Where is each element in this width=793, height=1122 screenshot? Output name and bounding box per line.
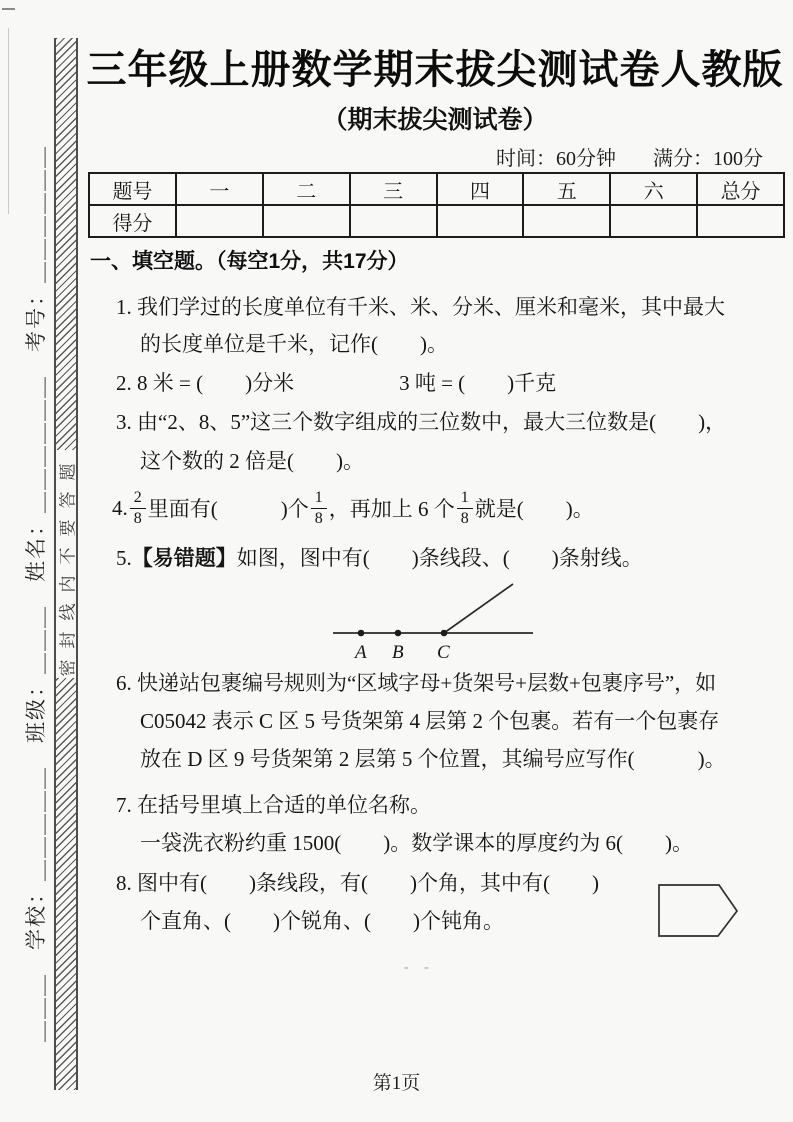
score-table [88,172,785,238]
question-1-line-2: 的长度单位是千米，记作( )。 [140,332,448,356]
question-8-line-1: 8. 图中有( )条线段，有( )个角，其中有( ) [116,871,599,895]
score-cell [610,205,697,237]
fraction-1-8: $\frac{1}{8}$ [457,490,473,527]
score-table-corner: 题号 [89,173,176,205]
score-cell [697,205,784,237]
exam-subtitle: （期末拔尖测试卷） [322,106,548,134]
question-4-text-3: 就是( )。 [474,497,594,521]
question-4-line-1 [112,482,594,534]
question-4-number: 4. [112,495,128,520]
time-limit-label: 时间：60分钟 [496,148,616,170]
question-7-line-1: 7. 在括号里填上合适的单位名称。 [116,793,431,817]
score-table-col: 四 [437,173,524,205]
seal-line-text: 密封线内不要答题 [58,452,78,676]
question-7-line-2: 一袋洗衣粉约重 1500( )。数学课本的厚度约为 6( )。 [140,831,693,855]
question-6-line-1: 6. 快递站包裹编号规则为“区域字母+货架号+层数+包裹序号”，如 [116,671,717,695]
point-b-label: B [392,642,404,663]
score-table-col: 二 [263,173,350,205]
question-3-line-2: 这个数的 2 倍是( )。 [140,449,364,473]
score-table-col: 总分 [697,173,784,205]
question-3-line-1: 3. 由“2、8、5”这三个数字组成的三位数中，最大三位数是( )， [116,410,727,434]
error-prone-badge: 【易错题】 [131,547,237,570]
score-cell [263,205,350,237]
score-table-col: 六 [610,173,697,205]
student-info-fields: ＿＿＿ 学校：＿＿＿＿＿ 班级：＿＿＿ 姓名：＿＿＿＿＿＿ 考号：＿＿＿＿＿＿ [24,145,48,1042]
question-6-line-2: C05042 表示 C 区 5 号货架第 4 层第 2 个包裹。若有一个包裹存 [140,709,720,733]
point-b-dot [395,630,402,637]
question-6-line-3: 放在 D 区 9 号货架第 2 层第 5 个位置，其编号应写作( )。 [140,747,726,771]
fraction-2-8: $\frac{2}{8}$ [130,490,146,527]
point-c-label: C [437,642,450,663]
score-table-col: 三 [350,173,437,205]
score-table-col: 一 [176,173,263,205]
score-table-score-row [89,205,784,237]
line-segment-diagram [325,578,575,666]
page-number: 第1页 [372,1073,421,1094]
score-row-label: 得分 [89,205,176,237]
scan-edge-artifact [8,28,9,214]
question-8-line-2: 个直角、( )个锐角、( )个钝角。 [140,909,504,933]
question-1-line-1: 1. 我们学过的长度单位有千米、米、分米、厘米和毫米，其中最大 [116,295,725,319]
question-2-line-1: 2. 8 米 = ( )分米 3 吨 = ( )千克 [116,371,557,395]
point-c-dot [441,630,448,637]
score-cell [523,205,610,237]
ray-from-c [444,584,513,633]
point-a-dot [358,630,365,637]
question-5-line-1 [116,542,643,572]
full-score-label: 满分：100分 [653,148,763,170]
seal-line-strip [54,38,78,1090]
stray-scan-marks: - - [404,960,435,975]
section-1-heading: 一、填空题。（每空1分，共17分） [90,250,409,273]
exam-meta [496,142,763,171]
question-5-text: 如图，图中有( )条线段、( )条射线。 [236,546,643,570]
fraction-1-8: $\frac{1}{8}$ [311,490,327,527]
corner-tick-mark [2,8,15,10]
score-table-col: 五 [523,173,610,205]
pentagon-figure [653,879,745,943]
question-4-text-1: 里面有( )个 [147,497,309,521]
score-cell [176,205,263,237]
pentagon-outline [659,885,737,936]
score-cell [437,205,524,237]
question-4-text-2: ，再加上 6 个 [328,497,455,521]
point-a-label: A [355,642,367,663]
seal-line-label-wrap [56,450,76,678]
score-cell [350,205,437,237]
exam-title: 三年级上册数学期末拔尖测试卷人教版 [86,48,784,92]
score-table-header-row [89,173,784,205]
question-5-number: 5. [116,546,132,570]
